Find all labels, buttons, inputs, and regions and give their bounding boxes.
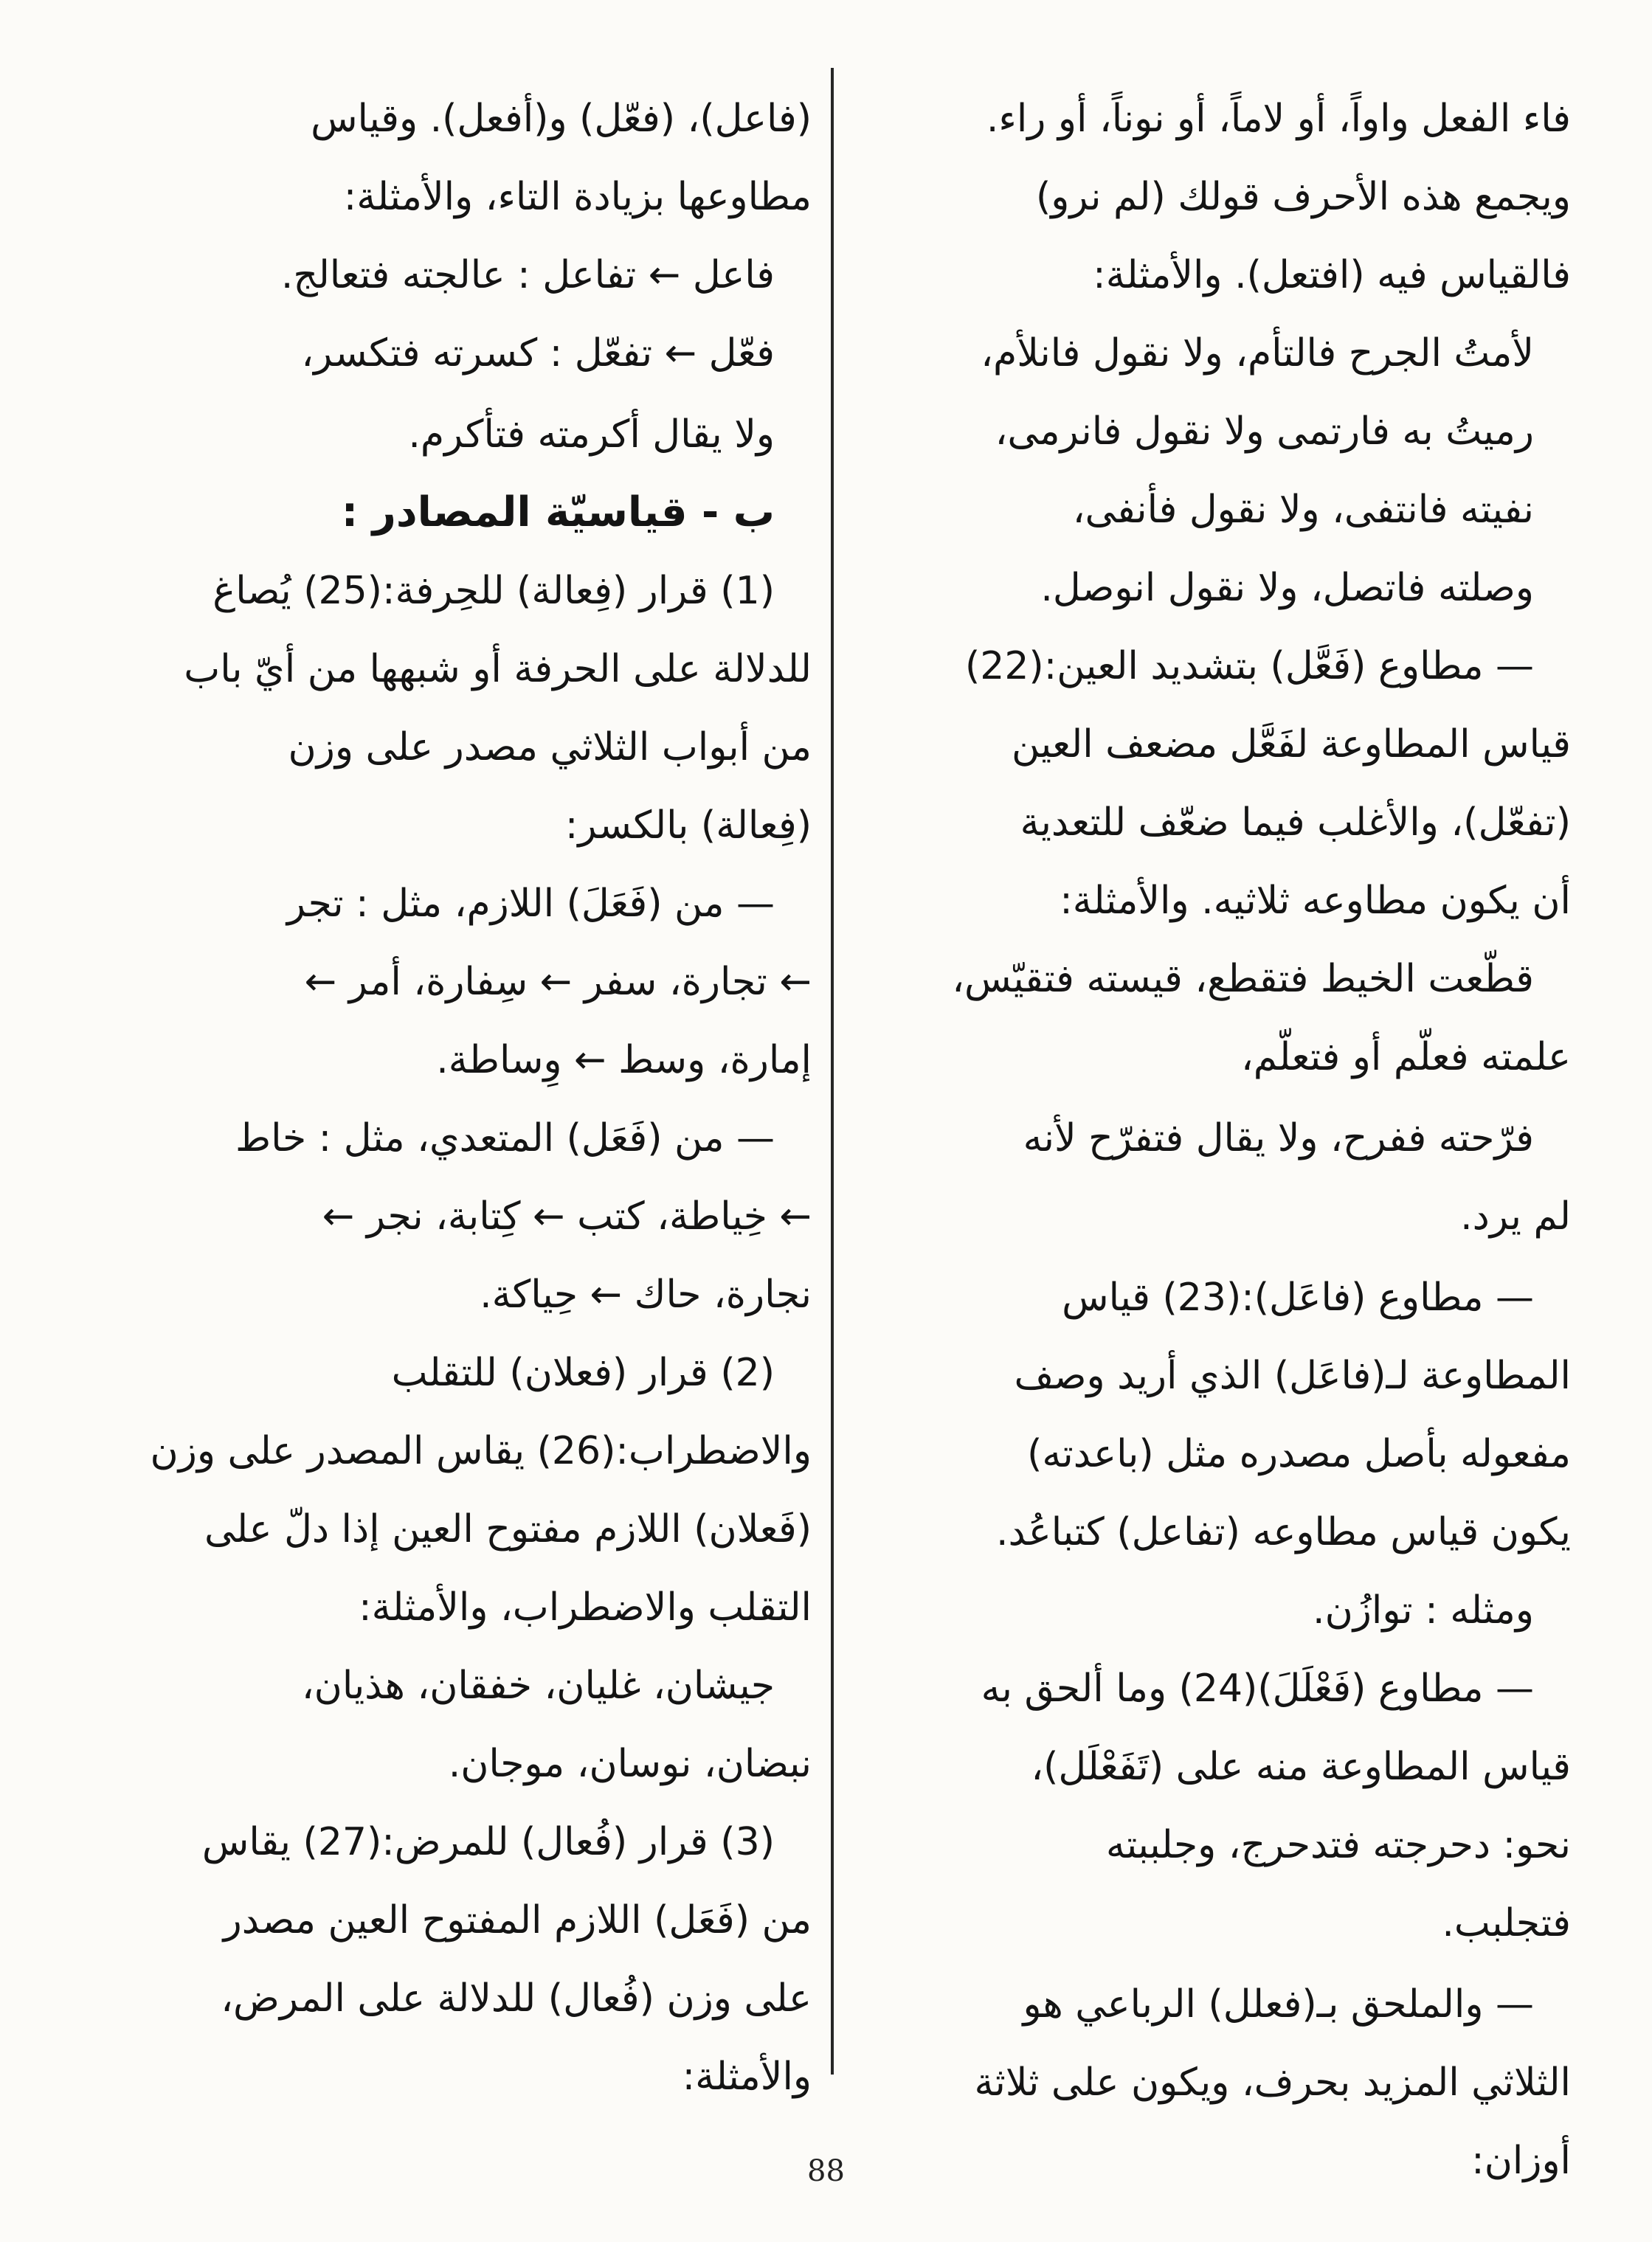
page-number: 88 — [807, 2154, 845, 2188]
text-line: قطّعت الخيط فتقطع، قيسته فتقيّس، — [952, 957, 1534, 1001]
text-line: والأمثلة: — [682, 2055, 812, 2099]
right-column — [833, 80, 1571, 2200]
text-line: — من (فَعَلَ) اللازم، مثل : تجر — [286, 882, 775, 926]
text-line: (1) قرار (فِعالة) للحِرفة:(25) يُصاغ — [212, 569, 775, 613]
text-line: إمارة، وسط ← وِساطة. — [436, 1038, 812, 1082]
text-line: علمته فعلّم أو فتعلّم، — [1240, 1035, 1571, 1079]
text-line: ومثله : توازُن. — [1313, 1588, 1534, 1633]
text-line: نفيته فانتفى، ولا نقول فأنفى، — [1072, 488, 1534, 532]
text-line: يكون قياس مطاوعه (تفاعل) كتباعُد. — [995, 1510, 1571, 1554]
text-line: — والملحق بـ(فعلل) الرباعي هو — [1023, 1982, 1534, 2027]
text-line: (تفعّل)، والأغلب فيما ضعّف للتعدية — [1020, 800, 1571, 845]
text-line: وصلته فاتصل، ولا نقول انوصل. — [1040, 566, 1534, 610]
text-line: فرّحته ففرح، ولا يقال فتفرّح لأنه — [1023, 1116, 1534, 1160]
text-line: لأمتُ الجرح فالتأم، ولا نقول فانلأم، — [981, 331, 1534, 376]
text-line: ← تجارة، سفر ← سِفارة، أمر ← — [304, 960, 812, 1004]
text-line: فتجلبب. — [1442, 1901, 1571, 1945]
text-line: — مطاوع (فاعَل):(23) قياس — [1062, 1276, 1534, 1320]
text-line: — مطاوع (فَعْلَلَ)(24) وما ألحق به — [981, 1667, 1534, 1711]
text-line: على وزن (فُعال) للدلالة على المرض، — [221, 1976, 812, 2021]
text-line: فاعل ← تفاعل : عالجته فتعالج. — [280, 253, 775, 297]
text-line: (فَعلان) اللازم مفتوح العين إذا دلّ على — [204, 1507, 812, 1551]
text-line: من (فَعَل) اللازم المفتوح العين مصدر — [223, 1898, 812, 1942]
text-line: والاضطراب:(26) يقاس المصدر على وزن — [150, 1429, 812, 1473]
text-line: (فاعل)، (فعّل) و(أفعل). وقياس — [311, 97, 812, 141]
text-line: ولا يقال أكرمته فتأكرم. — [408, 412, 775, 457]
left-column — [103, 80, 812, 2116]
text-line: جيشان، غليان، خفقان، هذيان، — [301, 1664, 775, 1708]
text-line: ويجمع هذه الأحرف قولك (لم نرو) — [1035, 175, 1571, 219]
text-line: مفعوله بأصل مصدره مثل (باعدته) — [1027, 1432, 1571, 1476]
text-line: فالقياس فيه (افتعل). والأمثلة: — [1093, 253, 1571, 297]
text-line: من أبواب الثلاثي مصدر على وزن — [288, 725, 812, 769]
text-line: فاء الفعل واواً، أو لاماً، أو نوناً، أو راء. — [986, 97, 1571, 141]
text-line: أن يكون مطاوعه ثلاثيه. والأمثلة: — [1060, 879, 1571, 923]
text-line: — مطاوع (فَعَّل) بتشديد العين:(22) — [964, 644, 1534, 688]
text-line: قياس المطاوعة لفَعَّل مضعف العين — [1012, 722, 1571, 767]
text-line: المطاوعة لـ(فاعَل) الذي أريد وصف — [1014, 1354, 1571, 1398]
text-line: نبضان، نوسان، موجان. — [448, 1742, 812, 1786]
text-line: نجارة، حاك ← حِياكة. — [480, 1273, 812, 1317]
text-line: فعّل ← تفعّل : كسرته فتكسر، — [301, 331, 775, 376]
text-line: الثلاثي المزيد بحرف، ويكون على ثلاثة — [974, 2061, 1571, 2105]
column-divider — [831, 68, 834, 2075]
text-line: — من (فَعَل) المتعدي، مثل : خاط — [235, 1116, 775, 1160]
text-line: مطاوعها بزيادة التاء، والأمثلة: — [343, 175, 812, 219]
text-line: قياس المطاوعة منه على (تَفَعْلَل)، — [1031, 1745, 1571, 1789]
text-line: ← خِياطة، كتب ← كِتابة، نجر ← — [322, 1194, 812, 1239]
text-line: أوزان: — [1471, 2139, 1571, 2183]
text-line: رميتُ به فارتمى ولا نقول فانرمى، — [995, 409, 1534, 454]
text-line: لم يرد. — [1460, 1194, 1571, 1239]
text-line: (3) قرار (فُعال) للمرض:(27) يقاس — [201, 1820, 775, 1864]
section-heading: ب - قياسيّة المصادر : — [341, 488, 775, 536]
text-line: (فِعالة) بالكسر: — [564, 803, 812, 848]
text-line: (2) قرار (فعلان) للتقلب — [391, 1351, 775, 1395]
text-line: التقلب والاضطراب، والأمثلة: — [359, 1585, 812, 1630]
text-line: نحو: دحرجته فتدحرج، وجلببته — [1105, 1823, 1571, 1867]
text-line: للدلالة على الحرفة أو شبهها من أيّ باب — [184, 647, 812, 691]
